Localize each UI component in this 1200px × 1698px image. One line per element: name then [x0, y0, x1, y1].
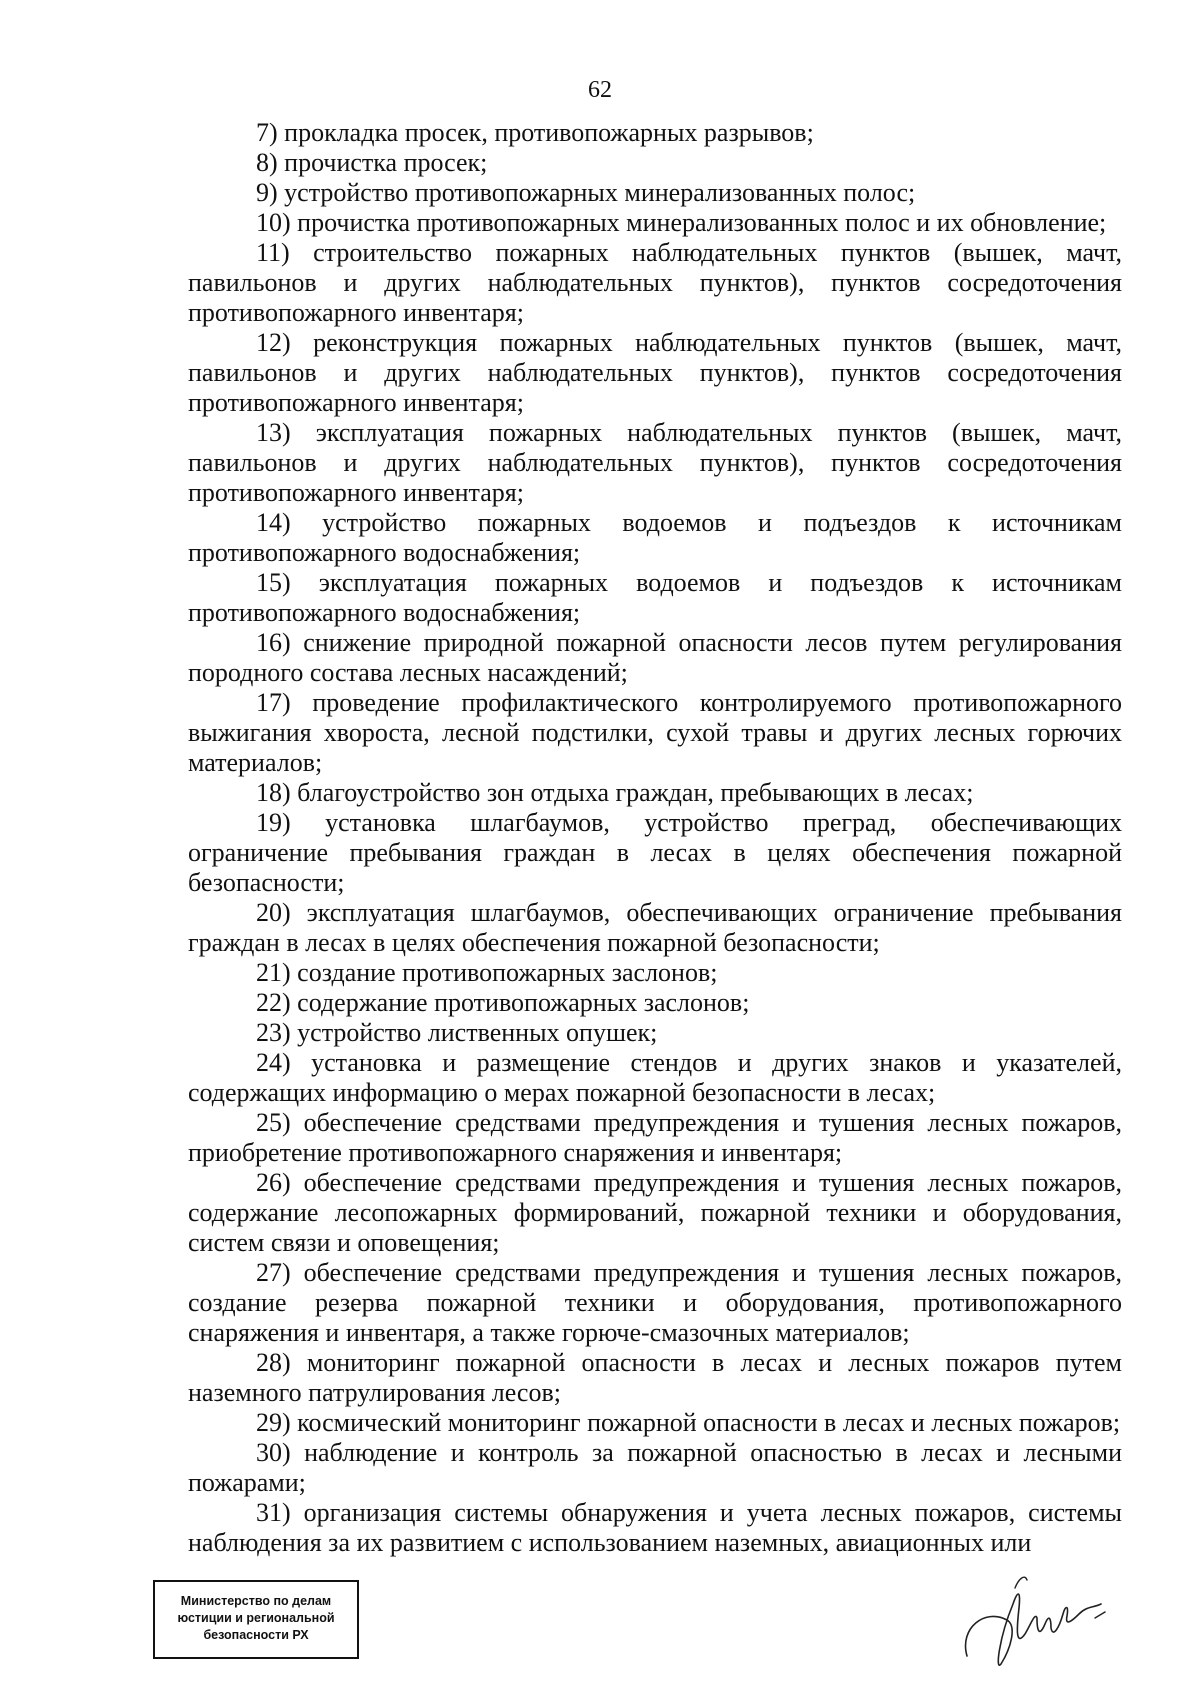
ministry-stamp [153, 1580, 359, 1659]
list-item: 31) организация системы обнаружения и учета лесных пожаров, системы наблюдения за их развитием с использованием наземных, авиационных или [188, 1498, 1122, 1557]
list-item: 10) прочистка противопожарных минерализованных полос и их обновление; [256, 208, 1107, 237]
list-item: 23) устройство лиственных опушек; [256, 1018, 658, 1047]
page-number: 62 [588, 77, 612, 103]
list-item: 27) обеспечение средствами предупреждения и тушения лесных пожаров, создание резерва пожарной техники и оборудования, противопожарного снаряжения и инвентаря, а также горюче-смазочных материалов; [188, 1258, 1122, 1347]
signature-stroke [1095, 1612, 1105, 1618]
document-body [188, 118, 1122, 1558]
stamp-line: Министерство по делам [180, 1594, 332, 1608]
list-item: 30) наблюдение и контроль за пожарной опасностью в лесах и лесными пожарами; [188, 1438, 1122, 1497]
list-item: 18) благоустройство зон отдыха граждан, пребывающих в лесах; [256, 778, 974, 807]
list-item: 21) создание противопожарных заслонов; [256, 958, 718, 987]
list-item: 7) прокладка просек, противопожарных разрывов; [256, 118, 814, 147]
list-item: 28) мониторинг пожарной опасности в лесах и лесных пожаров путем наземного патрулирования лесов; [188, 1348, 1122, 1407]
list-item: 12) реконструкция пожарных наблюдательных пунктов (вышек, мачт, павильонов и других наблюдательных пунктов), пунктов сосредоточения противопожарного инвентаря; [188, 328, 1122, 417]
list-item: 25) обеспечение средствами предупреждения и тушения лесных пожаров, приобретение противопожарного снаряжения и инвентаря; [188, 1108, 1122, 1167]
list-item: 17) проведение профилактического контролируемого противопожарного выжигания хвороста, лесной подстилки, сухой травы и других лесных горючих материалов; [188, 688, 1122, 777]
list-item: 26) обеспечение средствами предупреждения и тушения лесных пожаров, содержание лесопожарных формирований, пожарной техники и оборудования, систем связи и оповещения; [188, 1168, 1122, 1257]
list-item: 11) строительство пожарных наблюдательных пунктов (вышек, мачт, павильонов и других наблюдательных пунктов), пунктов сосредоточения противопожарного инвентаря; [188, 238, 1122, 327]
list-item: 15) эксплуатация пожарных водоемов и подъездов к источникам противопожарного водоснабжения; [188, 568, 1122, 627]
list-item: 19) установка шлагбаумов, устройство преград, обеспечивающих ограничение пребывания граждан в лесах в целях обеспечения пожарной безопасности; [188, 808, 1122, 897]
list-item: 14) устройство пожарных водоемов и подъездов к источникам противопожарного водоснабжения; [188, 508, 1122, 567]
stamp-line: безопасности РХ [203, 1628, 309, 1642]
list-item: 20) эксплуатация шлагбаумов, обеспечивающих ограничение пребывания граждан в лесах в целях обеспечения пожарной безопасности; [188, 898, 1122, 957]
list-item: 9) устройство противопожарных минерализованных полос; [256, 178, 916, 207]
signature-mark [955, 1568, 1115, 1678]
list-item: 16) снижение природной пожарной опасности лесов путем регулирования породного состава лесных насаждений; [188, 628, 1122, 687]
stamp-line: юстиции и региональной [177, 1611, 335, 1625]
list-item: 22) содержание противопожарных заслонов; [256, 988, 750, 1017]
signature-stroke [1015, 1577, 1027, 1588]
signature-stroke [966, 1594, 1101, 1665]
list-item: 29) космический мониторинг пожарной опасности в лесах и лесных пожаров; [256, 1408, 1121, 1437]
list-item: 8) прочистка просек; [256, 148, 488, 177]
list-item: 24) установка и размещение стендов и других знаков и указателей, содержащих информацию о мерах пожарной безопасности в лесах; [188, 1048, 1122, 1107]
list-item: 13) эксплуатация пожарных наблюдательных пунктов (вышек, мачт, павильонов и других наблюдательных пунктов), пунктов сосредоточения противопожарного инвентаря; [188, 418, 1122, 507]
